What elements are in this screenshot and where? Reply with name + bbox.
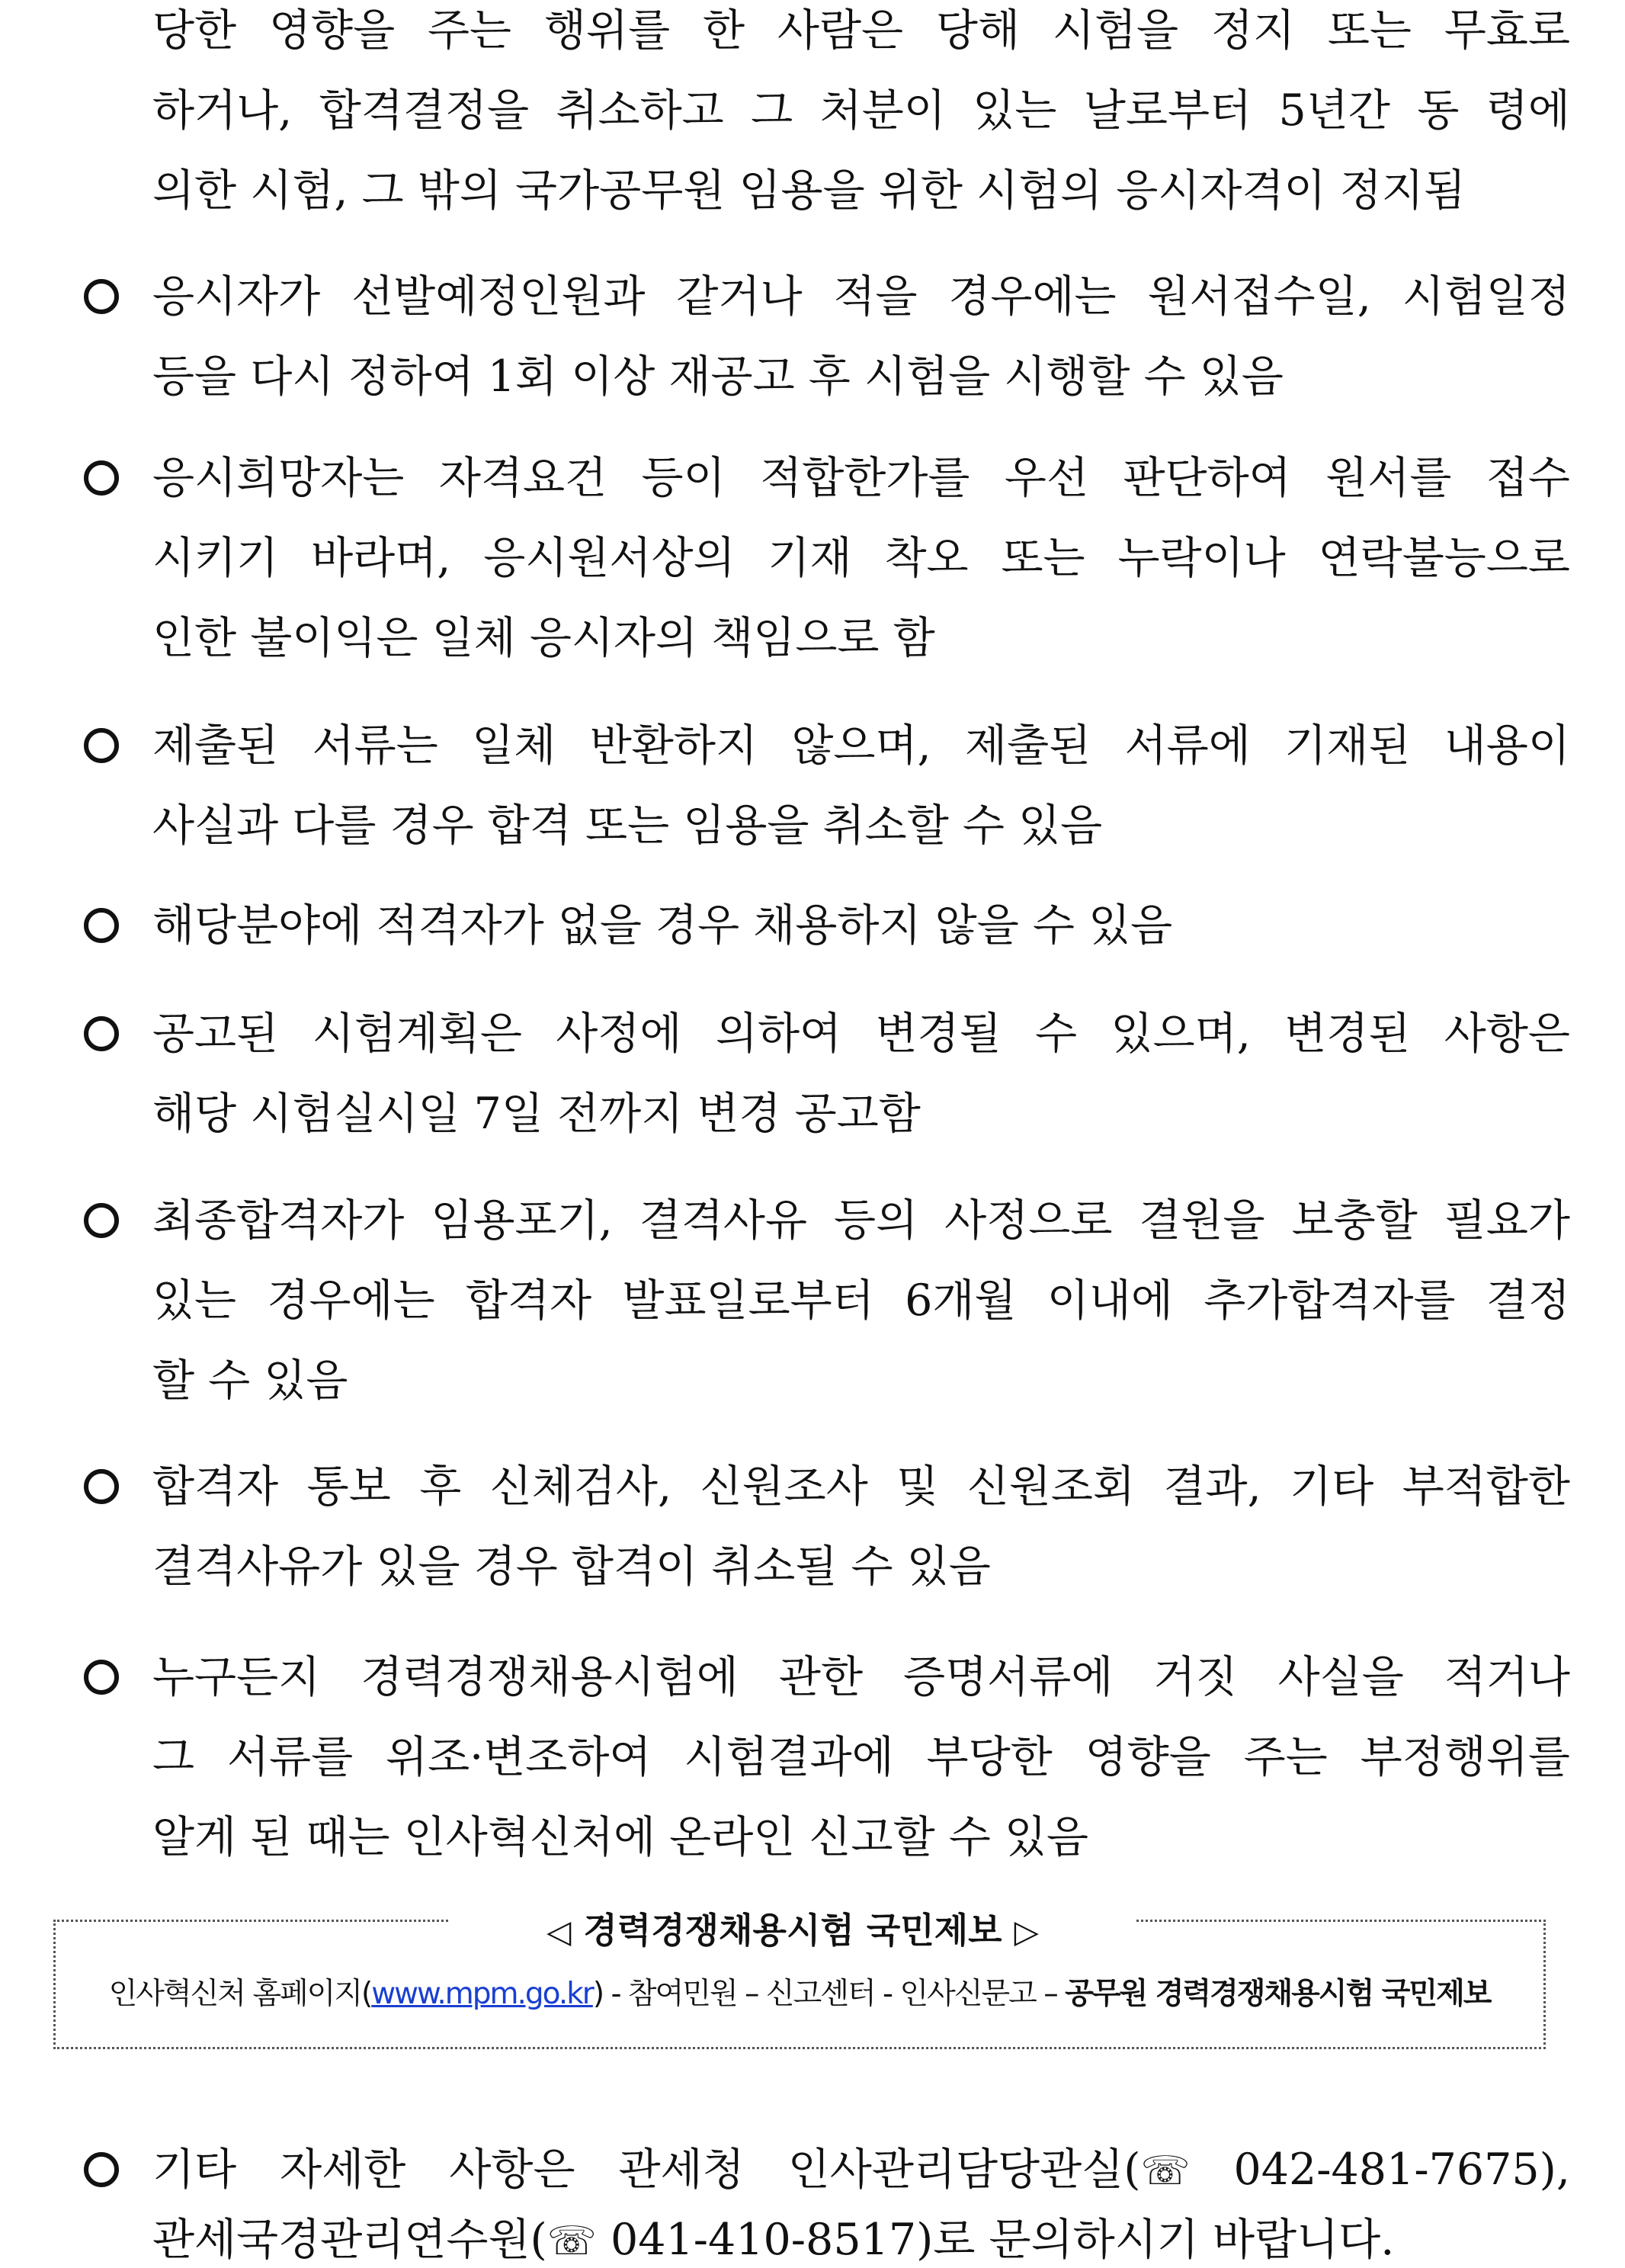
right-triangle-icon: ▷ xyxy=(1014,1913,1039,1950)
notice-path: ) - 참여민원 – 신고센터 - 인사신문고 – xyxy=(592,1977,1066,2011)
bullet-circle-icon xyxy=(84,1203,119,1238)
bullet-circle-icon xyxy=(84,2152,119,2187)
text-line: 해당 시험실시일 7일 전까지 변경 공고함 xyxy=(152,1089,921,1139)
text-line: 최종합격자가 임용포기, 결격사유 등의 사정으로 결원을 보충할 필요가 xyxy=(152,1195,1570,1246)
notice-prefix: 인사혁신처 홈페이지( xyxy=(108,1977,372,2011)
bullet-circle-icon xyxy=(84,279,119,314)
text-line: 제출된 서류는 일체 반환하지 않으며, 제출된 서류에 기재된 내용이 xyxy=(152,720,1570,771)
mpm-website-link[interactable]: www.mpm.go.kr xyxy=(371,1977,593,2011)
bullet-circle-icon xyxy=(84,728,119,763)
phone-icon: ☏ xyxy=(546,2218,597,2264)
text-line: 인한 불이익은 일체 응시자의 책임으로 함 xyxy=(152,613,935,663)
text-line: 있는 경우에는 합격자 발표일로부터 6개월 이내에 추가합격자를 결정 xyxy=(152,1275,1570,1326)
text-line: 사실과 다를 경우 합격 또는 임용을 취소할 수 있음 xyxy=(152,800,1103,851)
text-line: 공고된 시험계획은 사정에 의하여 변경될 수 있으며, 변경된 사항은 xyxy=(152,1009,1570,1059)
text-line: 할 수 있음 xyxy=(152,1355,348,1406)
notice-title xyxy=(450,1906,1136,1955)
notice-body xyxy=(53,1971,1546,2017)
notice-title-text: 경력경쟁채용시험 국민제보 xyxy=(583,1910,1002,1951)
phone-icon: ☏ xyxy=(1140,2148,1191,2194)
contact-phone-2: 041-410-8517)로 문의하시기 바랍니다. xyxy=(596,2215,1395,2265)
text-line: 해당분야에 적격자가 없을 경우 채용하지 않을 수 있음 xyxy=(152,900,1173,951)
text-line: 의한 시험, 그 밖의 국가공무원 임용을 위한 시험의 응시자격이 정지됨 xyxy=(152,165,1466,216)
text-line: 그 서류를 위조·변조하여 시험결과에 부당한 영향을 주는 부정행위를 xyxy=(152,1732,1570,1782)
text-line: 누구든지 경력경쟁채용시험에 관한 증명서류에 거짓 사실을 적거나 xyxy=(152,1652,1570,1702)
text-line: 응시자가 선발예정인원과 같거나 적을 경우에는 원서접수일, 시험일정 xyxy=(152,271,1570,322)
text-line: 등을 다시 정하여 1회 이상 재공고 후 시험을 시행할 수 있음 xyxy=(152,351,1284,402)
text-line: 당한 영향을 주는 행위를 한 사람은 당해 시험을 정지 또는 무효로 xyxy=(152,5,1570,56)
text-line: 알게 된 때는 인사혁신처에 온라인 신고할 수 있음 xyxy=(152,1812,1089,1862)
contact-text: 기타 자세한 사항은 관세청 인사관리담당관실( xyxy=(152,2144,1141,2195)
contact-text: 관세국경관리연수원( xyxy=(152,2215,547,2265)
notice-path-strong: 공무원 경력경쟁채용시험 국민제보 xyxy=(1065,1977,1491,2011)
contact-line xyxy=(152,2143,1570,2198)
text-line: 시키기 바라며, 응시원서상의 기재 착오 또는 누락이나 연락불능으로 xyxy=(152,533,1570,583)
contact-line xyxy=(152,2213,1570,2268)
left-triangle-icon: ◁ xyxy=(546,1913,572,1950)
bullet-circle-icon xyxy=(84,1660,119,1695)
text-line: 응시희망자는 자격요건 등이 적합한가를 우선 판단하여 원서를 접수 xyxy=(152,453,1570,503)
text-line: 하거나, 합격결정을 취소하고 그 처분이 있는 날로부터 5년간 동 령에 xyxy=(152,85,1570,136)
bullet-circle-icon xyxy=(84,1469,119,1504)
bullet-circle-icon xyxy=(84,460,119,496)
bullet-circle-icon xyxy=(84,1016,119,1051)
bullet-circle-icon xyxy=(84,908,119,943)
text-line: 합격자 통보 후 신체검사, 신원조사 및 신원조회 결과, 기타 부적합한 xyxy=(152,1461,1570,1512)
contact-phone-1: 042-481-7675), xyxy=(1190,2144,1570,2195)
text-line: 결격사유가 있을 경우 합격이 취소될 수 있음 xyxy=(152,1541,991,1592)
